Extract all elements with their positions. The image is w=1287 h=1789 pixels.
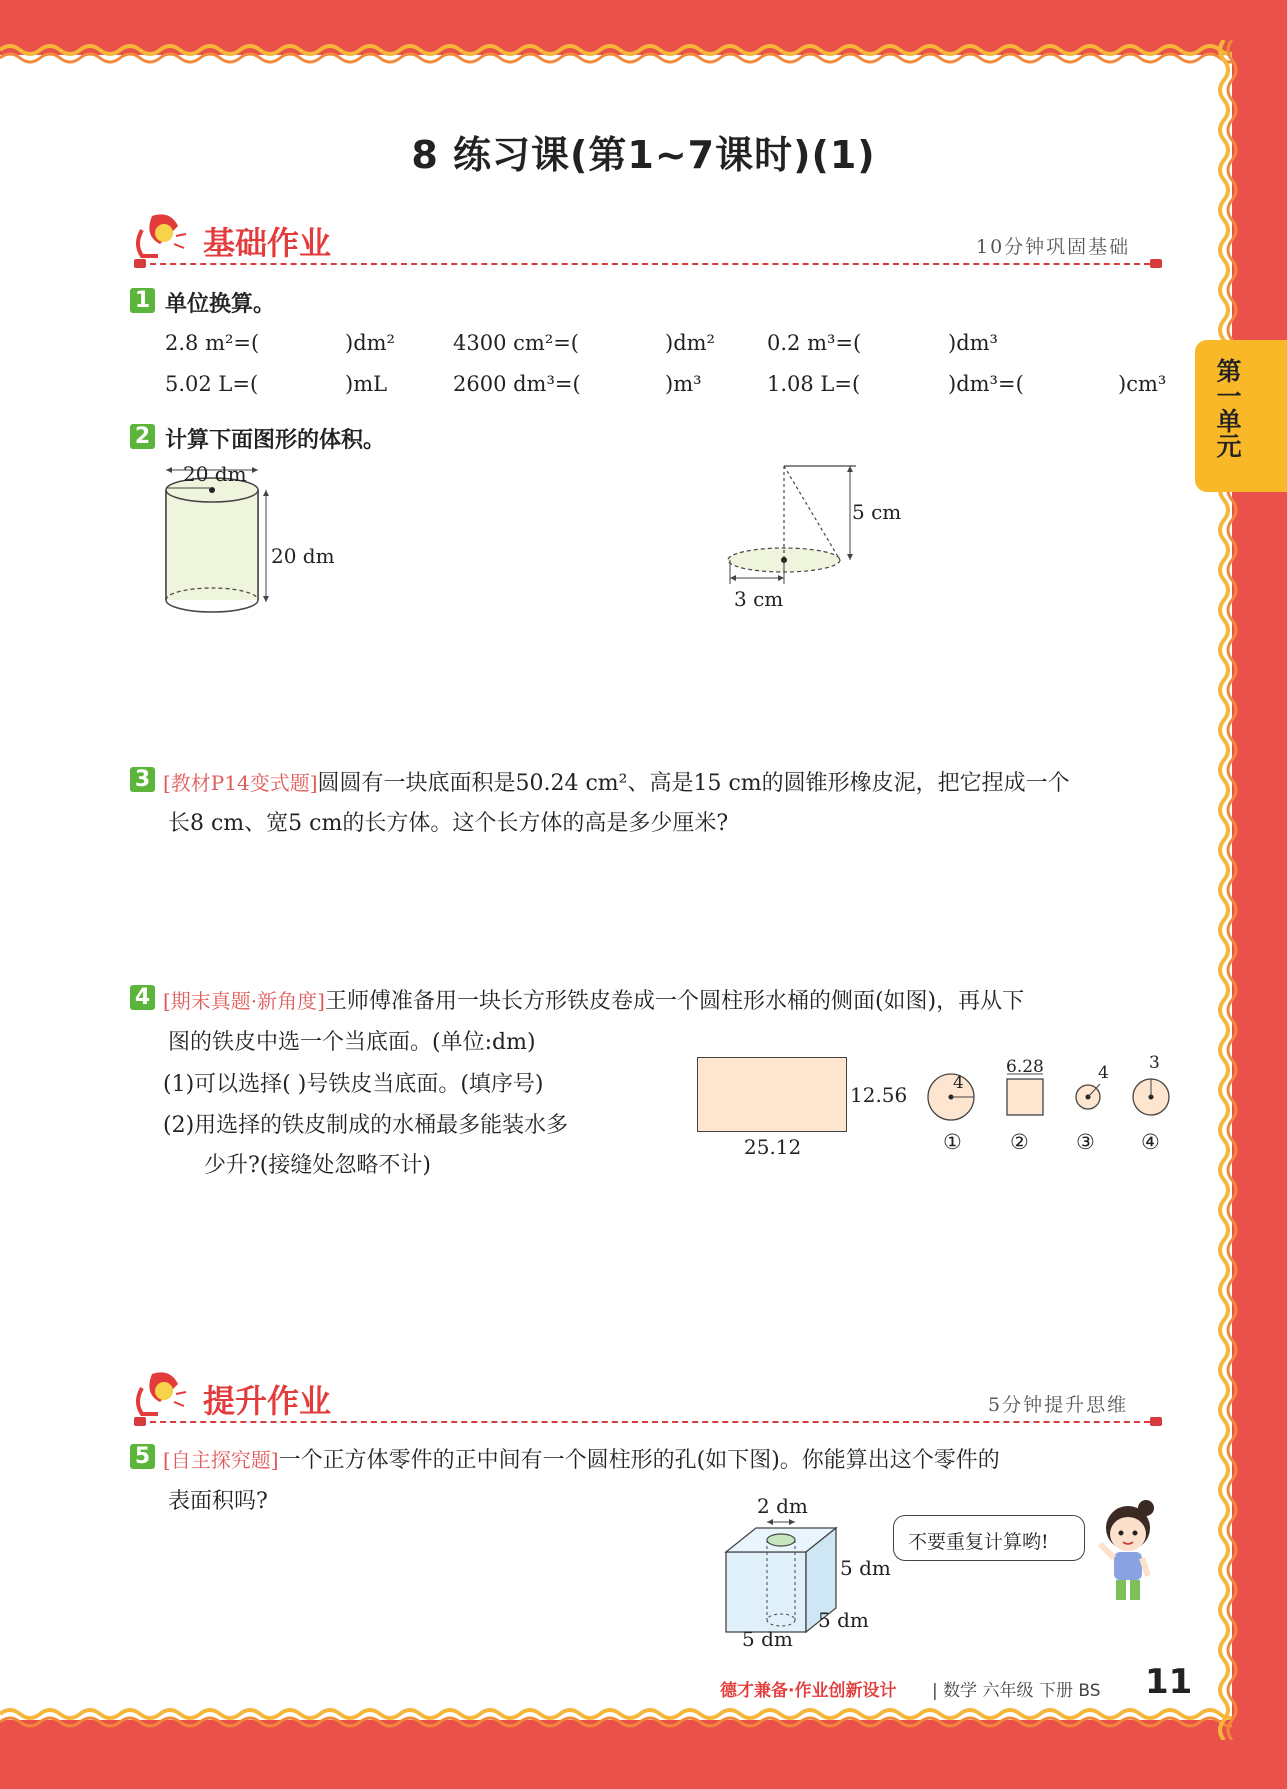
q4-sub2b: 少升?(接缝处忽略不计) (204, 1153, 431, 1178)
q4-sub2a: (2)用选择的铁皮制成的水桶最多能装水多 (163, 1113, 569, 1138)
question-number: 2 (130, 424, 155, 449)
section-basic-title: 基础作业 (203, 224, 332, 262)
q4-tag: [期末真题·新角度] (163, 989, 325, 1013)
cube-width-label: 5 dm (742, 1627, 793, 1651)
q1-r1-unit3: )dm³ (948, 331, 998, 355)
section-advanced-title: 提升作业 (203, 1382, 332, 1420)
option2-value: 6.28 (1006, 1057, 1044, 1077)
question-number: 1 (130, 288, 155, 313)
option3-label: ③ (1076, 1130, 1095, 1154)
q4-rect-height: 12.56 (850, 1083, 908, 1107)
cone-rotation-figure (720, 460, 860, 600)
q1-heading: 单位换算。 (165, 292, 276, 317)
q4-text1: 王师傅准备用一块长方形铁皮卷成一个圆柱形水桶的侧面(如图)，再从下 (324, 989, 1025, 1014)
q4-sub1: (1)可以选择( )号铁皮当底面。(填序号) (163, 1072, 544, 1097)
unit-side-tab-label: 第一单元 (1213, 358, 1242, 458)
q4-line1 (163, 984, 1024, 1015)
option4-label: ④ (1141, 1130, 1160, 1154)
q1-r1-item1: 2.8 m²=( (165, 331, 260, 355)
cylinder-figure (150, 460, 350, 620)
q5-tag: [自主探究题] (163, 1448, 279, 1472)
question-number: 3 (130, 767, 155, 792)
q1-r2-item1: 5.02 L=( (165, 372, 259, 396)
q1-r2-item2: 2600 dm³=( (453, 372, 581, 396)
q3-text1: 圆圆有一块底面积是50.24 cm²、高是15 cm的圆锥形橡皮泥，把它捏成一个 (317, 771, 1070, 796)
q1-r1-unit2: )dm² (665, 331, 715, 355)
q1-r2-mid: )dm³=( (948, 372, 1024, 396)
q3-line1 (163, 766, 1070, 797)
q1-r1-item2: 4300 cm²=( (453, 331, 579, 355)
top-wave-border (0, 42, 1232, 68)
divider-end-right (1150, 1417, 1162, 1426)
divider-end-left (134, 1417, 146, 1426)
question-number: 4 (130, 985, 155, 1010)
footer-brand: 德才兼备·作业创新设计 (720, 1681, 897, 1701)
q4-line2: 图的铁皮中选一个当底面。(单位:dm) (168, 1030, 536, 1055)
divider-end-left (134, 259, 146, 268)
cube-height-label: 5 dm (840, 1556, 891, 1580)
cone-height-label: 5 cm (852, 500, 902, 524)
lamp-icon (130, 208, 190, 263)
q2-heading: 计算下面图形的体积。 (165, 428, 386, 453)
section-basic-subtitle: 10分钟巩固基础 (976, 236, 1131, 258)
girl-mascot-illustration (1088, 1498, 1168, 1613)
q1-r2-item3: 1.08 L=( (767, 372, 861, 396)
q3-line2: 长8 cm、宽5 cm的长方体。这个长方体的高是多少厘米? (168, 811, 729, 836)
option1-value: 4 (953, 1073, 964, 1093)
q5-line1 (163, 1443, 1000, 1474)
q1-r2-unit2: )m³ (665, 372, 702, 396)
question-number: 5 (130, 1444, 155, 1469)
section-advanced-subtitle: 5分钟提升思维 (988, 1394, 1129, 1416)
divider-end-right (1150, 259, 1162, 268)
hole-diameter-label: 2 dm (757, 1494, 808, 1518)
bottom-wave-border (0, 1706, 1232, 1732)
cylinder-height-label: 20 dm (271, 544, 335, 568)
q4-rect-width: 25.12 (744, 1135, 802, 1159)
option4-value: 3 (1149, 1053, 1160, 1073)
cube-depth-label: 5 dm (818, 1608, 869, 1632)
unit-side-tab (1195, 340, 1287, 492)
cone-radius-label: 3 cm (734, 587, 784, 611)
q4-rectangle-sheet (697, 1057, 847, 1132)
option1-label: ① (943, 1130, 962, 1154)
q3-tag: [教材P14变式题] (163, 771, 318, 795)
speech-bubble-text: 不要重复计算哟! (908, 1531, 1049, 1553)
page-title: 8 练习课(第1~7课时)(1) (411, 133, 876, 177)
cylinder-diameter-label: 20 dm (183, 462, 247, 486)
q1-r2-unit1: )mL (345, 372, 388, 396)
q1-r1-unit1: )dm² (345, 331, 395, 355)
option2-label: ② (1010, 1130, 1029, 1154)
section-advanced-divider (140, 1421, 1160, 1423)
q5-line2: 表面积吗? (168, 1489, 268, 1514)
option3-value: 4 (1098, 1063, 1109, 1083)
q1-r1-item3: 0.2 m³=( (767, 331, 862, 355)
q1-r2-unit3: )cm³ (1118, 372, 1167, 396)
section-basic-divider (140, 263, 1160, 265)
lamp-icon (130, 1366, 190, 1421)
q5-text1: 一个正方体零件的正中间有一个圆柱形的孔(如下图)。你能算出这个零件的 (278, 1448, 1000, 1473)
right-wave-border (1216, 40, 1240, 1740)
page-number: 11 (1145, 1662, 1193, 1702)
footer-info: | 数学 六年级 下册 BS (932, 1681, 1101, 1701)
